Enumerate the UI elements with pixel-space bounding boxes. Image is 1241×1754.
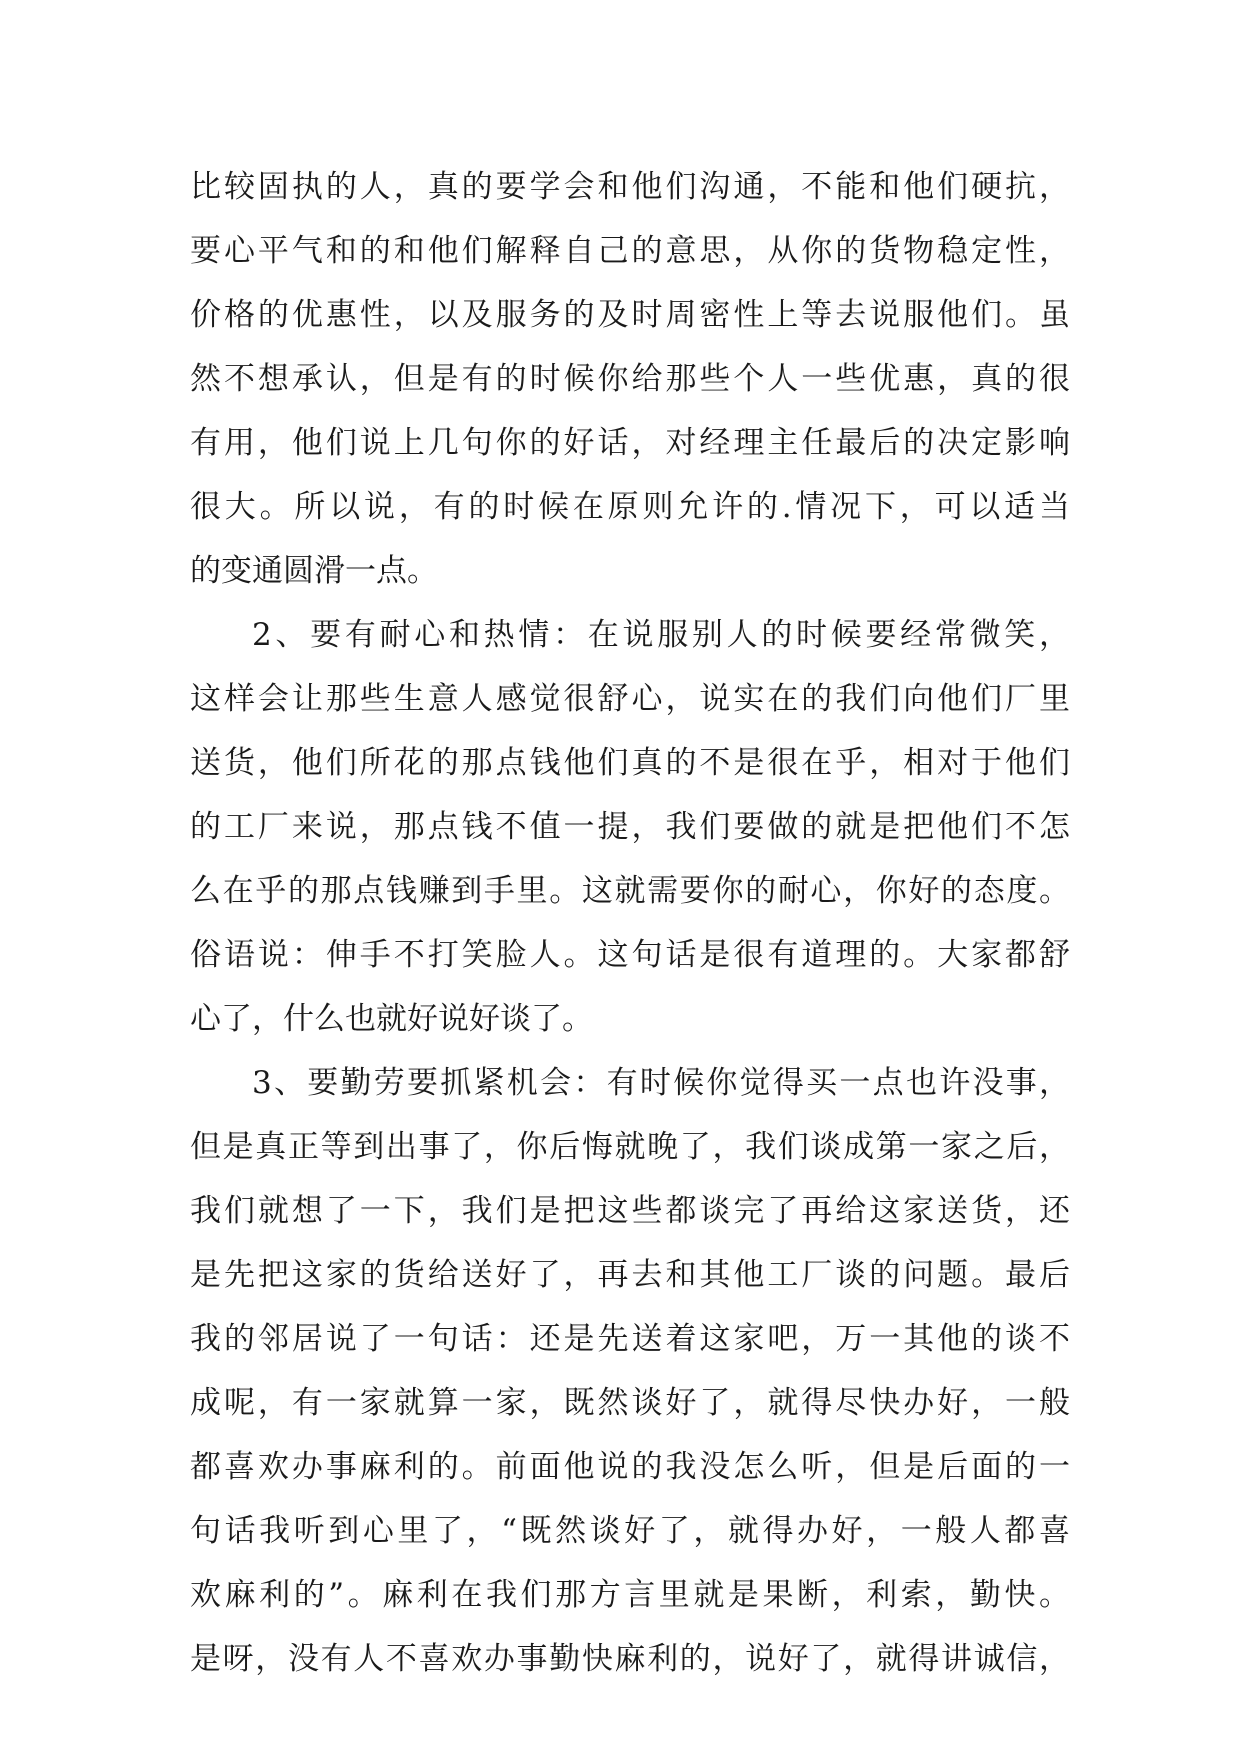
text-line: 但是真正等到出事了，你后悔就晚了，我们谈成第一家之后， [190, 1129, 1070, 1165]
body-text [190, 155, 1070, 1691]
paragraph-2-heading-line: 2、要有耐心和热情：在说服别人的时候要经常微笑， [252, 617, 1070, 653]
text-line: 要心平气和的和他们解释自己的意思，从你的货物稳定性， [190, 233, 1070, 269]
text-line: 欢麻利的”。麻利在我们那方言里就是果断，利索，勤快。 [190, 1577, 1070, 1613]
text-line: 俗语说：伸手不打笑脸人。这句话是很有道理的。大家都舒 [190, 937, 1070, 973]
text-line: 心了，什么也就好说好谈了。 [190, 1001, 593, 1037]
text-line: 比较固执的人，真的要学会和他们沟通，不能和他们硬抗， [190, 169, 1070, 205]
text-line: 句话我听到心里了，“既然谈好了，就得办好，一般人都喜 [190, 1513, 1070, 1549]
paragraph-3-heading-line: 3、要勤劳要抓紧机会：有时候你觉得买一点也许没事， [252, 1065, 1070, 1101]
text-line: 都喜欢办事麻利的。前面他说的我没怎么听，但是后面的一 [190, 1449, 1070, 1485]
text-line: 很大。所以说，有的时候在原则允许的.情况下，可以适当 [190, 489, 1070, 525]
text-line: 么在乎的那点钱赚到手里。这就需要你的耐心，你好的态度。 [190, 873, 1070, 909]
text-line: 是呀，没有人不喜欢办事勤快麻利的，说好了，就得讲诚信， [190, 1641, 1070, 1677]
text-line: 我们就想了一下，我们是把这些都谈完了再给这家送货，还 [190, 1193, 1070, 1229]
text-line: 成呢，有一家就算一家，既然谈好了，就得尽快办好，一般 [190, 1385, 1070, 1421]
text-line: 然不想承认，但是有的时候你给那些个人一些优惠，真的很 [190, 361, 1070, 397]
text-line: 是先把这家的货给送好了，再去和其他工厂谈的问题。最后 [190, 1257, 1070, 1293]
text-line: 的工厂来说，那点钱不值一提，我们要做的就是把他们不怎 [190, 809, 1070, 845]
text-line: 的变通圆滑一点。 [190, 553, 438, 589]
text-line: 有用，他们说上几句你的好话，对经理主任最后的决定影响 [190, 425, 1070, 461]
text-line: 送货，他们所花的那点钱他们真的不是很在乎，相对于他们 [190, 745, 1070, 781]
text-line: 我的邻居说了一句话：还是先送着这家吧，万一其他的谈不 [190, 1321, 1070, 1357]
text-line: 这样会让那些生意人感觉很舒心，说实在的我们向他们厂里 [190, 681, 1070, 717]
text-line: 价格的优惠性，以及服务的及时周密性上等去说服他们。虽 [190, 297, 1070, 333]
